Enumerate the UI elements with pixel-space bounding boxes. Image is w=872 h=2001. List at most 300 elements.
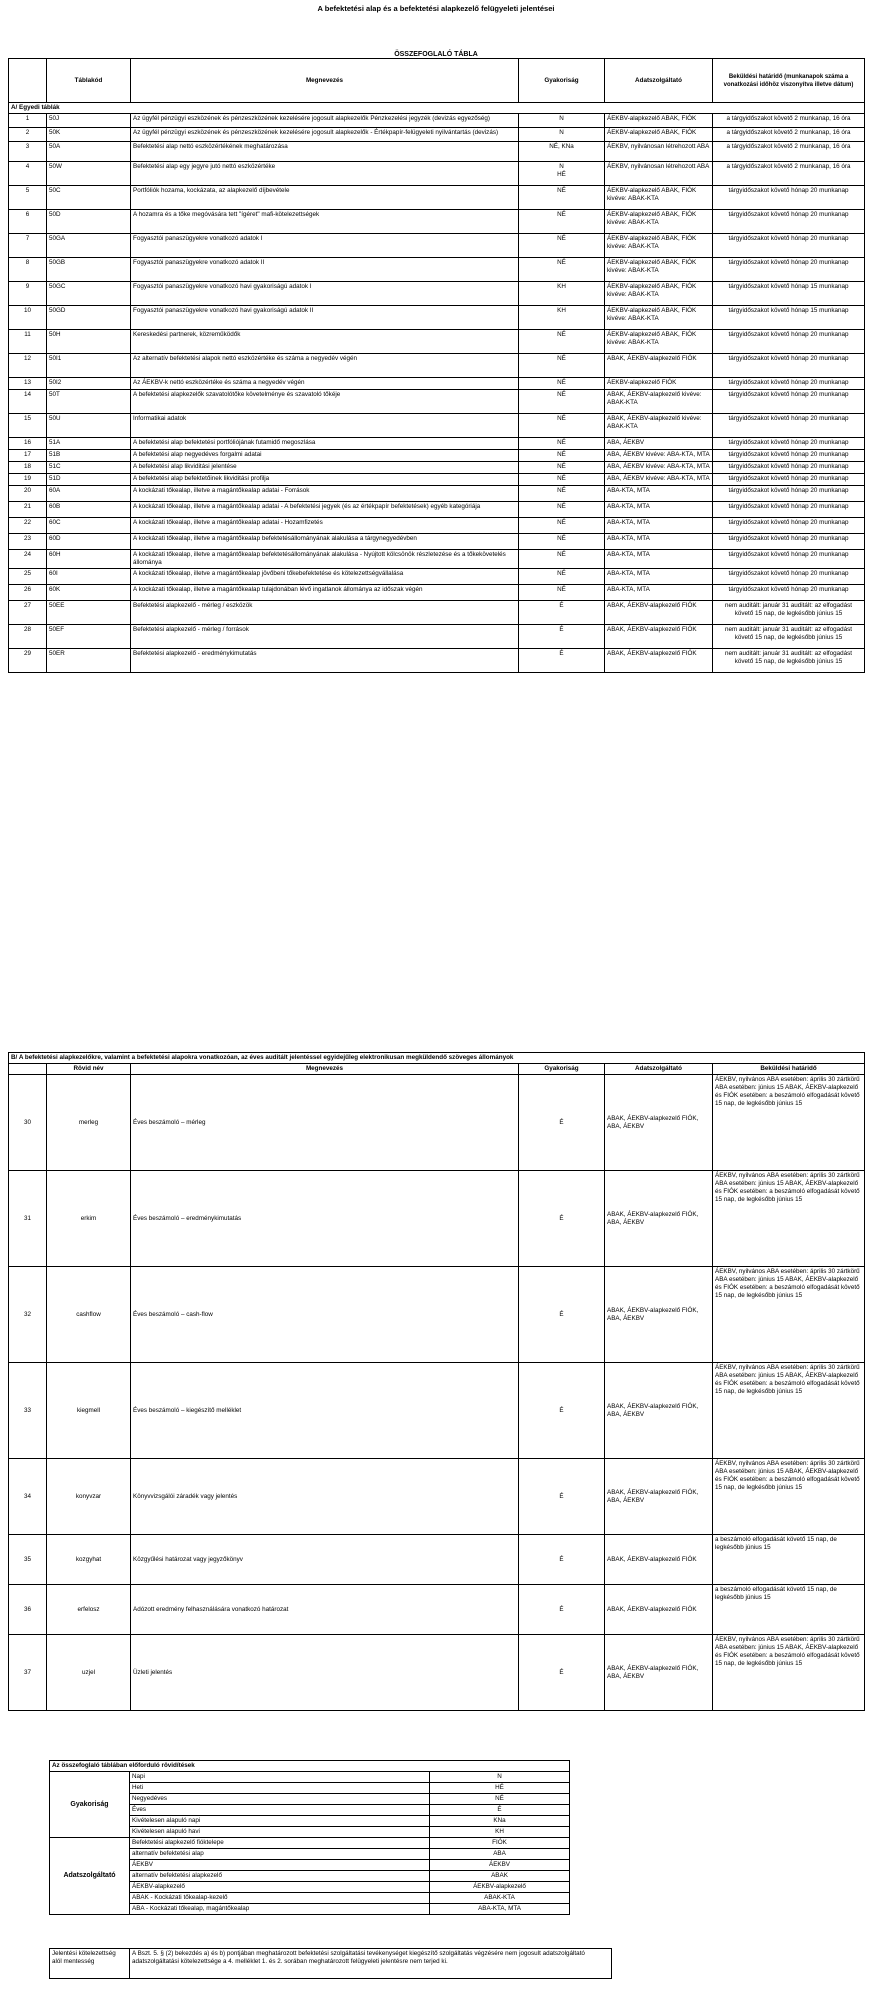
table-row [9, 234, 865, 258]
row-frequency: NÉ [519, 518, 605, 534]
abbreviations-table [49, 1760, 570, 1915]
header-provider: Adatszolgáltató [605, 59, 713, 103]
table-code: 60A [47, 486, 131, 502]
row-deadline: a tárgyidőszakot követő 2 munkanap, 16 óra [713, 162, 865, 186]
row-provider: ABAK, ÁEKBV-alapkezelő FIÓK, ABA, ÁEKBV [605, 1267, 713, 1363]
table-code: 50D [47, 210, 131, 234]
page-title: A befektetési alap és a befektetési alapkezelő felügyeleti jelentései [317, 4, 555, 13]
row-frequency: KH [519, 306, 605, 330]
row-provider: ÁEKBV, nyilvánosan létrehozott ABA [605, 142, 713, 162]
row-name: Befektetési alapkezelő - mérleg / eszközök [131, 601, 519, 625]
row-provider: ABA, ÁEKBV kivéve: ABA-KTA, MTA [605, 462, 713, 474]
row-deadline: ÁEKBV, nyilvános ABA esetében: április 30 zártkörű ABA esetében: június 15 ABAK, ÁEKBV-alapkezelő és FIÓK esetében: a beszámoló elfogadását követő 15 nap, de legkésőbb június 15 [713, 1075, 865, 1171]
abbreviation-code: ABA-KTA, MTA [430, 1904, 570, 1915]
row-frequency: NÉ [519, 210, 605, 234]
row-name: Üzleti jelentés [131, 1635, 519, 1711]
table-row [9, 282, 865, 306]
header-deadline: Beküldési határidő [713, 1064, 865, 1075]
row-frequency: É [519, 1363, 605, 1459]
row-provider: ÁEKBV-alapkezelő FIÓK [605, 378, 713, 390]
header-provider: Adatszolgáltató [605, 1064, 713, 1075]
table-row [9, 1459, 865, 1535]
row-number: 14 [9, 390, 47, 414]
abbreviation-code: HÉ [430, 1783, 570, 1794]
row-frequency: NÉ [519, 390, 605, 414]
row-deadline: tárgyidőszakot követő hónap 20 munkanap [713, 450, 865, 462]
row-deadline: tárgyidőszakot követő hónap 20 munkanap [713, 354, 865, 378]
row-provider: ABAK, ÁEKBV-alapkezelő kivéve: ABAK-KTA [605, 414, 713, 438]
row-name: Befektetési alapkezelő - mérleg / források [131, 625, 519, 649]
header-number [9, 59, 47, 103]
table-row [9, 162, 865, 186]
row-frequency: É [519, 1459, 605, 1535]
row-deadline: ÁEKBV, nyilvános ABA esetében: április 30 zártkörű ABA esetében: június 15 ABAK, ÁEKBV-alapkezelő és FIÓK esetében: a beszámoló elfogadását követő 15 nap, de legkésőbb június 15 [713, 1635, 865, 1711]
table-code: 50K [47, 128, 131, 142]
table-row [9, 1267, 865, 1363]
row-frequency: É [519, 1635, 605, 1711]
table-code: 50H [47, 330, 131, 354]
row-name: Éves beszámoló – cash-flow [131, 1267, 519, 1363]
table-row [9, 649, 865, 673]
table-code: 51D [47, 474, 131, 486]
abbreviation-code: ÁEKBV [430, 1860, 570, 1871]
row-deadline: tárgyidőszakot követő hónap 20 munkanap [713, 390, 865, 414]
row-provider: ABAK, ÁEKBV-alapkezelő FIÓK [605, 1585, 713, 1635]
table-code: 60B [47, 502, 131, 518]
abbreviation-name: Kivételesen alapuló napi [130, 1816, 430, 1827]
table-row [9, 601, 865, 625]
row-number: 2 [9, 128, 47, 142]
row-provider: ABA-KTA, MTA [605, 550, 713, 569]
table-code: 60I [47, 569, 131, 585]
table-row [9, 534, 865, 550]
row-frequency: É [519, 601, 605, 625]
row-frequency: NÉ [519, 486, 605, 502]
row-short-name: kozgyhat [47, 1535, 131, 1585]
table-row [9, 142, 865, 162]
table-code: 50J [47, 114, 131, 128]
abbreviation-name: Éves [130, 1805, 430, 1816]
row-name: Fogyasztói panaszügyekre vonatkozó havi gyakoriságú adatok II [131, 306, 519, 330]
abbreviation-name: Befektetési alapkezelő fióktelepe [130, 1838, 430, 1849]
row-name: Fogyasztói panaszügyekre vonatkozó havi gyakoriságú adatok I [131, 282, 519, 306]
header-frequency: Gyakoriság [519, 1064, 605, 1075]
row-deadline: nem auditált: január 31 auditált: az elfogadást követő 15 nap, de legkésőbb június 15 [713, 625, 865, 649]
abbreviation-name: ABA - Kockázati tőkealap, magántőkealap [130, 1904, 430, 1915]
row-name: Az ÁEKBV-k nettó eszközértéke és száma a negyedév végén [131, 378, 519, 390]
row-name: Fogyasztói panaszügyekre vonatkozó adatok I [131, 234, 519, 258]
row-deadline: ÁEKBV, nyilvános ABA esetében: április 30 zártkörű ABA esetében: június 15 ABAK, ÁEKBV-alapkezelő és FIÓK esetében: a beszámoló elfogadását követő 15 nap, de legkésőbb június 15 [713, 1459, 865, 1535]
row-number: 26 [9, 585, 47, 601]
row-name: Könyvvizsgálói záradék vagy jelentés [131, 1459, 519, 1535]
table-code: 51B [47, 450, 131, 462]
row-frequency: NÉ [519, 186, 605, 210]
row-deadline: tárgyidőszakot követő hónap 20 munkanap [713, 378, 865, 390]
row-number: 9 [9, 282, 47, 306]
row-provider: ABAK, ÁEKBV-alapkezelő FIÓK, ABA, ÁEKBV [605, 1459, 713, 1535]
table-code: 60K [47, 585, 131, 601]
row-provider: ABAK, ÁEKBV-alapkezelő FIÓK [605, 354, 713, 378]
abbreviation-name: ÁEKBV-alapkezelő [130, 1882, 430, 1893]
table-code: 50I2 [47, 378, 131, 390]
row-number: 7 [9, 234, 47, 258]
row-name: A kockázati tőkealap, illetve a magántőkealap adatai - A befektetési jegyek (és az értékpapír befektetések) egyéb kategóriája [131, 502, 519, 518]
row-number: 20 [9, 486, 47, 502]
row-name: Befektetési alap egy jegyre jutó nettó eszközértéke [131, 162, 519, 186]
abbreviation-code: FIÓK [430, 1838, 570, 1849]
row-provider: ABAK, ÁEKBV-alapkezelő FIÓK, ABA, ÁEKBV [605, 1363, 713, 1459]
row-deadline: tárgyidőszakot követő hónap 20 munkanap [713, 414, 865, 438]
row-number: 8 [9, 258, 47, 282]
section-label-a: A/ Egyedi táblák [9, 103, 865, 114]
row-short-name: erkim [47, 1171, 131, 1267]
table-code: 50GB [47, 258, 131, 282]
row-provider: ÁEKBV-alapkezelő ABAK, FIÓK [605, 128, 713, 142]
row-deadline: tárgyidőszakot követő hónap 20 munkanap [713, 234, 865, 258]
row-provider: ABA-KTA, MTA [605, 569, 713, 585]
row-number: 16 [9, 438, 47, 450]
row-short-name: uzjel [47, 1635, 131, 1711]
row-number: 36 [9, 1585, 47, 1635]
abbreviation-name: alternatív befektetési alapkezelő [130, 1871, 430, 1882]
row-number: 4 [9, 162, 47, 186]
abbreviation-code: KH [430, 1827, 570, 1838]
table-row [9, 1635, 865, 1711]
row-frequency: É [519, 649, 605, 673]
header-number [9, 1064, 47, 1075]
table-code: 50GD [47, 306, 131, 330]
abbreviation-code: KNa [430, 1816, 570, 1827]
row-name: Éves beszámoló – eredménykimutatás [131, 1171, 519, 1267]
row-deadline: tárgyidőszakot követő hónap 20 munkanap [713, 438, 865, 450]
row-provider: ÁEKBV, nyilvánosan létrehozott ABA [605, 162, 713, 186]
row-number: 6 [9, 210, 47, 234]
row-short-name: merleg [47, 1075, 131, 1171]
row-name: Portfóliók hozama, kockázata, az alapkezelő díjbevétele [131, 186, 519, 210]
row-deadline: tárgyidőszakot követő hónap 20 munkanap [713, 258, 865, 282]
row-name: A befektetési alap likviditási jelentése [131, 462, 519, 474]
row-number: 15 [9, 414, 47, 438]
row-provider: ABAK, ÁEKBV-alapkezelő FIÓK, ABA, ÁEKBV [605, 1075, 713, 1171]
row-provider: ÁEKBV-alapkezelő ABAK, FIÓK kivéve: ABAK-KTA [605, 330, 713, 354]
abbreviation-row [50, 1838, 570, 1849]
row-number: 31 [9, 1171, 47, 1267]
row-name: A kockázati tőkealap, illetve a magántőkealap adatai - Hozamfizetés [131, 518, 519, 534]
table-row [9, 258, 865, 282]
row-frequency: É [519, 1535, 605, 1585]
table-row [9, 486, 865, 502]
row-frequency: NÉ [519, 414, 605, 438]
row-deadline: a beszámoló elfogadását követő 15 nap, de legkésőbb június 15 [713, 1585, 865, 1635]
row-frequency: É [519, 1171, 605, 1267]
row-frequency: N [519, 114, 605, 128]
row-number: 35 [9, 1535, 47, 1585]
summary-table-individual [8, 58, 865, 673]
row-number: 28 [9, 625, 47, 649]
row-provider: ABA-KTA, MTA [605, 502, 713, 518]
row-deadline: tárgyidőszakot követő hónap 20 munkanap [713, 186, 865, 210]
table-code: 50GC [47, 282, 131, 306]
table-code: 60H [47, 550, 131, 569]
row-frequency: NÉ [519, 330, 605, 354]
row-provider: ÁEKBV-alapkezelő ABAK, FIÓK [605, 114, 713, 128]
row-provider: ABA-KTA, MTA [605, 585, 713, 601]
table-header-row [9, 1064, 865, 1075]
row-deadline: tárgyidőszakot követő hónap 20 munkanap [713, 534, 865, 550]
row-name: Informatikai adatok [131, 414, 519, 438]
table-row [9, 450, 865, 462]
table-row [9, 306, 865, 330]
row-name: Az ügyfél pénzügyi eszközének és pénzeszközének kezelésére jogosult alapkezelők Pénzkezelési jegyzék (devizás egyezőség) [131, 114, 519, 128]
row-frequency: É [519, 625, 605, 649]
abbreviation-group-label: Gyakoriság [50, 1772, 130, 1838]
table-code: 60D [47, 534, 131, 550]
row-frequency: NÉ [519, 354, 605, 378]
row-deadline: ÁEKBV, nyilvános ABA esetében: április 30 zártkörű ABA esetében: június 15 ABAK, ÁEKBV-alapkezelő és FIÓK esetében: a beszámoló elfogadását követő 15 nap, de legkésőbb június 15 [713, 1363, 865, 1459]
row-provider: ÁEKBV-alapkezelő ABAK, FIÓK kivéve: ABAK-KTA [605, 186, 713, 210]
abbreviation-code: N [430, 1772, 570, 1783]
row-name: Befektetési alap nettó eszközértékének meghatározása [131, 142, 519, 162]
row-name: Az alternatív befektetési alapok nettó eszközértéke és száma a negyedév végén [131, 354, 519, 378]
abbreviation-code: É [430, 1805, 570, 1816]
row-provider: ABAK, ÁEKBV-alapkezelő FIÓK, ABA, ÁEKBV [605, 1171, 713, 1267]
row-deadline: tárgyidőszakot követő hónap 20 munkanap [713, 210, 865, 234]
table-row [9, 1075, 865, 1171]
table-row [9, 569, 865, 585]
summary-table-text-files [8, 1052, 865, 1711]
row-name: Adózott eredmény felhasználására vonatkozó határozat [131, 1585, 519, 1635]
header-table-code: Táblakód [47, 59, 131, 103]
row-number: 22 [9, 518, 47, 534]
table-row [9, 585, 865, 601]
row-short-name: erfelosz [47, 1585, 131, 1635]
table-row [9, 210, 865, 234]
exemption-text: A Bszt. 5. § (2) bekezdés a) és b) pontjában meghatározott befektetési szolgáltatási tevékenységet kiegészítő szolgáltatás végzésére nem jogosult adatszolgáltató adatszolgáltatási kötelezettsége a 4. melléklet 1. és 2. sorában meghatározott felügyeleti jelentésre nem terjed ki. [130, 1949, 612, 1979]
row-deadline: a tárgyidőszakot követő 2 munkanap, 16 óra [713, 142, 865, 162]
abbreviation-code: ÁEKBV-alapkezelő [430, 1882, 570, 1893]
row-name: Fogyasztói panaszügyekre vonatkozó adatok II [131, 258, 519, 282]
row-name: A kockázati tőkealap, illetve a magántőkealap befektetésállományának alakulása a tárgynegyedévben [131, 534, 519, 550]
abbreviation-code: NÉ [430, 1794, 570, 1805]
row-name: A hozamra és a tőke megóvására tett "ígéret" mafi-kötelezettségek [131, 210, 519, 234]
row-deadline: a tárgyidőszakot követő 2 munkanap, 16 óra [713, 114, 865, 128]
abbreviation-name: ABAK - Kockázati tőkealap-kezelő [130, 1893, 430, 1904]
row-number: 33 [9, 1363, 47, 1459]
row-deadline: ÁEKBV, nyilvános ABA esetében: április 30 zártkörű ABA esetében: június 15 ABAK, ÁEKBV-alapkezelő és FIÓK esetében: a beszámoló elfogadását követő 15 nap, de legkésőbb június 15 [713, 1171, 865, 1267]
row-frequency: NÉ [519, 462, 605, 474]
row-number: 23 [9, 534, 47, 550]
row-deadline: ÁEKBV, nyilvános ABA esetében: április 30 zártkörű ABA esetében: június 15 ABAK, ÁEKBV-alapkezelő és FIÓK esetében: a beszámoló elfogadását követő 15 nap, de legkésőbb június 15 [713, 1267, 865, 1363]
table-row [9, 1535, 865, 1585]
row-provider: ABA, ÁEKBV kivéve: ABA-KTA, MTA [605, 450, 713, 462]
row-provider: ABAK, ÁEKBV-alapkezelő FIÓK [605, 649, 713, 673]
row-number: 25 [9, 569, 47, 585]
row-provider: ABAK, ÁEKBV-alapkezelő FIÓK [605, 625, 713, 649]
row-frequency: N HÉ [519, 162, 605, 186]
abbreviation-code: ABA [430, 1849, 570, 1860]
header-name: Megnevezés [131, 1064, 519, 1075]
header-short-name: Rövid név [47, 1064, 131, 1075]
row-provider: ABA, ÁEKBV kivéve: ABA-KTA, MTA [605, 474, 713, 486]
row-number: 19 [9, 474, 47, 486]
row-provider: ABAK, ÁEKBV-alapkezelő FIÓK, ABA, ÁEKBV [605, 1635, 713, 1711]
row-frequency: N [519, 128, 605, 142]
row-provider: ABA-KTA, MTA [605, 534, 713, 550]
table-code: 50GA [47, 234, 131, 258]
row-provider: ÁEKBV-alapkezelő ABAK, FIÓK kivéve: ABAK-KTA [605, 306, 713, 330]
row-number: 5 [9, 186, 47, 210]
row-number: 10 [9, 306, 47, 330]
row-frequency: É [519, 1075, 605, 1171]
row-provider: ÁEKBV-alapkezelő ABAK, FIÓK kivéve: ABAK-KTA [605, 234, 713, 258]
table-code: 50I1 [47, 354, 131, 378]
row-frequency: NÉ [519, 502, 605, 518]
table-row [9, 502, 865, 518]
table-row [9, 1171, 865, 1267]
abbreviation-name: alternatív befektetési alap [130, 1849, 430, 1860]
row-name: A kockázati tőkealap, illetve a magántőkealap jövőbeni tőkebefektetése és kötelezettségvállalása [131, 569, 519, 585]
row-deadline: tárgyidőszakot követő hónap 15 munkanap [713, 306, 865, 330]
exemption-note-table [49, 1948, 612, 1979]
row-provider: ABA, ÁEKBV [605, 438, 713, 450]
row-number: 18 [9, 462, 47, 474]
row-name: A kockázati tőkealap, illetve a magántőkealap befektetésállományának alakulása - Nyújtott kölcsönök részletezése és a tőkekövetelés állománya [131, 550, 519, 569]
abbreviation-name: Negyedéves [130, 1794, 430, 1805]
row-number: 27 [9, 601, 47, 625]
table-code: 50C [47, 186, 131, 210]
table-row [9, 390, 865, 414]
summary-table-title: ÖSSZEFOGLALÓ TÁBLA [394, 51, 478, 58]
table-code: 50EE [47, 601, 131, 625]
row-frequency: É [519, 1585, 605, 1635]
table-row [9, 518, 865, 534]
row-short-name: konyvzar [47, 1459, 131, 1535]
row-frequency: NÉ [519, 450, 605, 462]
row-provider: ÁEKBV-alapkezelő ABAK, FIÓK kivéve: ABAK-KTA [605, 210, 713, 234]
table-code: 50W [47, 162, 131, 186]
row-number: 11 [9, 330, 47, 354]
row-deadline: tárgyidőszakot követő hónap 20 munkanap [713, 486, 865, 502]
row-deadline: tárgyidőszakot követő hónap 20 munkanap [713, 462, 865, 474]
row-number: 29 [9, 649, 47, 673]
row-provider: ÁEKBV-alapkezelő ABAK, FIÓK kivéve: ABAK-KTA [605, 258, 713, 282]
row-deadline: nem auditált: január 31 auditált: az elfogadást követő 15 nap, de legkésőbb június 15 [713, 601, 865, 625]
row-name: A befektetési alap negyedéves forgalmi adatai [131, 450, 519, 462]
row-provider: ABA-KTA, MTA [605, 518, 713, 534]
row-frequency: NÉ [519, 438, 605, 450]
row-number: 13 [9, 378, 47, 390]
table-row [9, 438, 865, 450]
table-row [9, 1585, 865, 1635]
abbreviation-code: ABAK [430, 1871, 570, 1882]
abbreviations-title: Az összefoglaló táblában előforduló rövidítések [50, 1761, 570, 1772]
row-frequency: NÉ, KNa [519, 142, 605, 162]
table-code: 50ER [47, 649, 131, 673]
row-number: 32 [9, 1267, 47, 1363]
header-deadline: Beküldési határidő (munkanapok száma a vonatkozási időhöz viszonyítva illetve dátum) [713, 59, 865, 103]
abbreviation-row [50, 1772, 570, 1783]
row-frequency: NÉ [519, 550, 605, 569]
row-number: 12 [9, 354, 47, 378]
row-frequency: NÉ [519, 534, 605, 550]
table-row [9, 114, 865, 128]
row-deadline: tárgyidőszakot követő hónap 20 munkanap [713, 474, 865, 486]
row-name: A kockázati tőkealap, illetve a magántőkealap adatai - Források [131, 486, 519, 502]
row-number: 34 [9, 1459, 47, 1535]
row-frequency: NÉ [519, 569, 605, 585]
abbreviation-name: Kivételesen alapuló havi [130, 1827, 430, 1838]
row-frequency: NÉ [519, 585, 605, 601]
row-name: Kereskedési partnerek, közreműködők [131, 330, 519, 354]
row-frequency: NÉ [519, 258, 605, 282]
row-name: A befektetési alapkezelők szavatolótőke követelménye és szavatoló tőkéje [131, 390, 519, 414]
row-number: 24 [9, 550, 47, 569]
row-frequency: NÉ [519, 474, 605, 486]
row-deadline: tárgyidőszakot követő hónap 15 munkanap [713, 282, 865, 306]
row-number: 37 [9, 1635, 47, 1711]
row-name: Éves beszámoló – kiegészítő melléklet [131, 1363, 519, 1459]
row-provider: ABAK, ÁEKBV-alapkezelő FIÓK [605, 1535, 713, 1585]
row-deadline: a tárgyidőszakot követő 2 munkanap, 16 óra [713, 128, 865, 142]
header-name: Megnevezés [131, 59, 519, 103]
row-short-name: cashflow [47, 1267, 131, 1363]
row-frequency: NÉ [519, 378, 605, 390]
row-short-name: kiegmell [47, 1363, 131, 1459]
row-name: Befektetési alapkezelő - eredménykimutatás [131, 649, 519, 673]
table-code: 50A [47, 142, 131, 162]
table-header-row [9, 59, 865, 103]
row-name: Éves beszámoló – mérleg [131, 1075, 519, 1171]
table-row [9, 414, 865, 438]
row-deadline: tárgyidőszakot követő hónap 20 munkanap [713, 502, 865, 518]
abbreviation-name: ÁEKBV [130, 1860, 430, 1871]
row-deadline: tárgyidőszakot követő hónap 20 munkanap [713, 585, 865, 601]
table-row [9, 462, 865, 474]
row-provider: ABAK, ÁEKBV-alapkezelő kivéve: ABAK-KTA [605, 390, 713, 414]
table-row [9, 378, 865, 390]
row-number: 21 [9, 502, 47, 518]
row-deadline: tárgyidőszakot követő hónap 20 munkanap [713, 550, 865, 569]
abbreviation-name: Heti [130, 1783, 430, 1794]
table-code: 50T [47, 390, 131, 414]
table-row [9, 625, 865, 649]
abbreviation-code: ABAK-KTA [430, 1893, 570, 1904]
row-name: A befektetési alap befektetőinek likviditási profilja [131, 474, 519, 486]
row-provider: ÁEKBV-alapkezelő ABAK, FIÓK kivéve: ABAK-KTA [605, 282, 713, 306]
abbreviation-group-label: Adatszolgáltató [50, 1838, 130, 1915]
table-code: 50U [47, 414, 131, 438]
row-number: 30 [9, 1075, 47, 1171]
row-deadline: nem auditált: január 31 auditált: az elfogadást követő 15 nap, de legkésőbb június 15 [713, 649, 865, 673]
table-row [9, 474, 865, 486]
row-name: A kockázati tőkealap, illetve a magántőkealap tulajdonában lévő ingatlanok állománya az időszak végén [131, 585, 519, 601]
abbreviation-name: Napi [130, 1772, 430, 1783]
exemption-label: Jelentési kötelezettség alól mentesség [50, 1949, 130, 1979]
row-number: 3 [9, 142, 47, 162]
row-deadline: tárgyidőszakot követő hónap 20 munkanap [713, 330, 865, 354]
table-row [9, 330, 865, 354]
header-frequency: Gyakoriság [519, 59, 605, 103]
row-deadline: tárgyidőszakot követő hónap 20 munkanap [713, 518, 865, 534]
table-code: 50EF [47, 625, 131, 649]
row-name: Az ügyfél pénzügyi eszközének és pénzeszközének kezelésére jogosult alapkezelők - Értékpapír-felügyeleti nyilvántartás (devizás) [131, 128, 519, 142]
table-code: 51A [47, 438, 131, 450]
table-code: 60C [47, 518, 131, 534]
table-code: 51C [47, 462, 131, 474]
row-provider: ABAK, ÁEKBV-alapkezelő FIÓK [605, 601, 713, 625]
table-row [9, 186, 865, 210]
row-deadline: a beszámoló elfogadását követő 15 nap, de legkésőbb június 15 [713, 1535, 865, 1585]
